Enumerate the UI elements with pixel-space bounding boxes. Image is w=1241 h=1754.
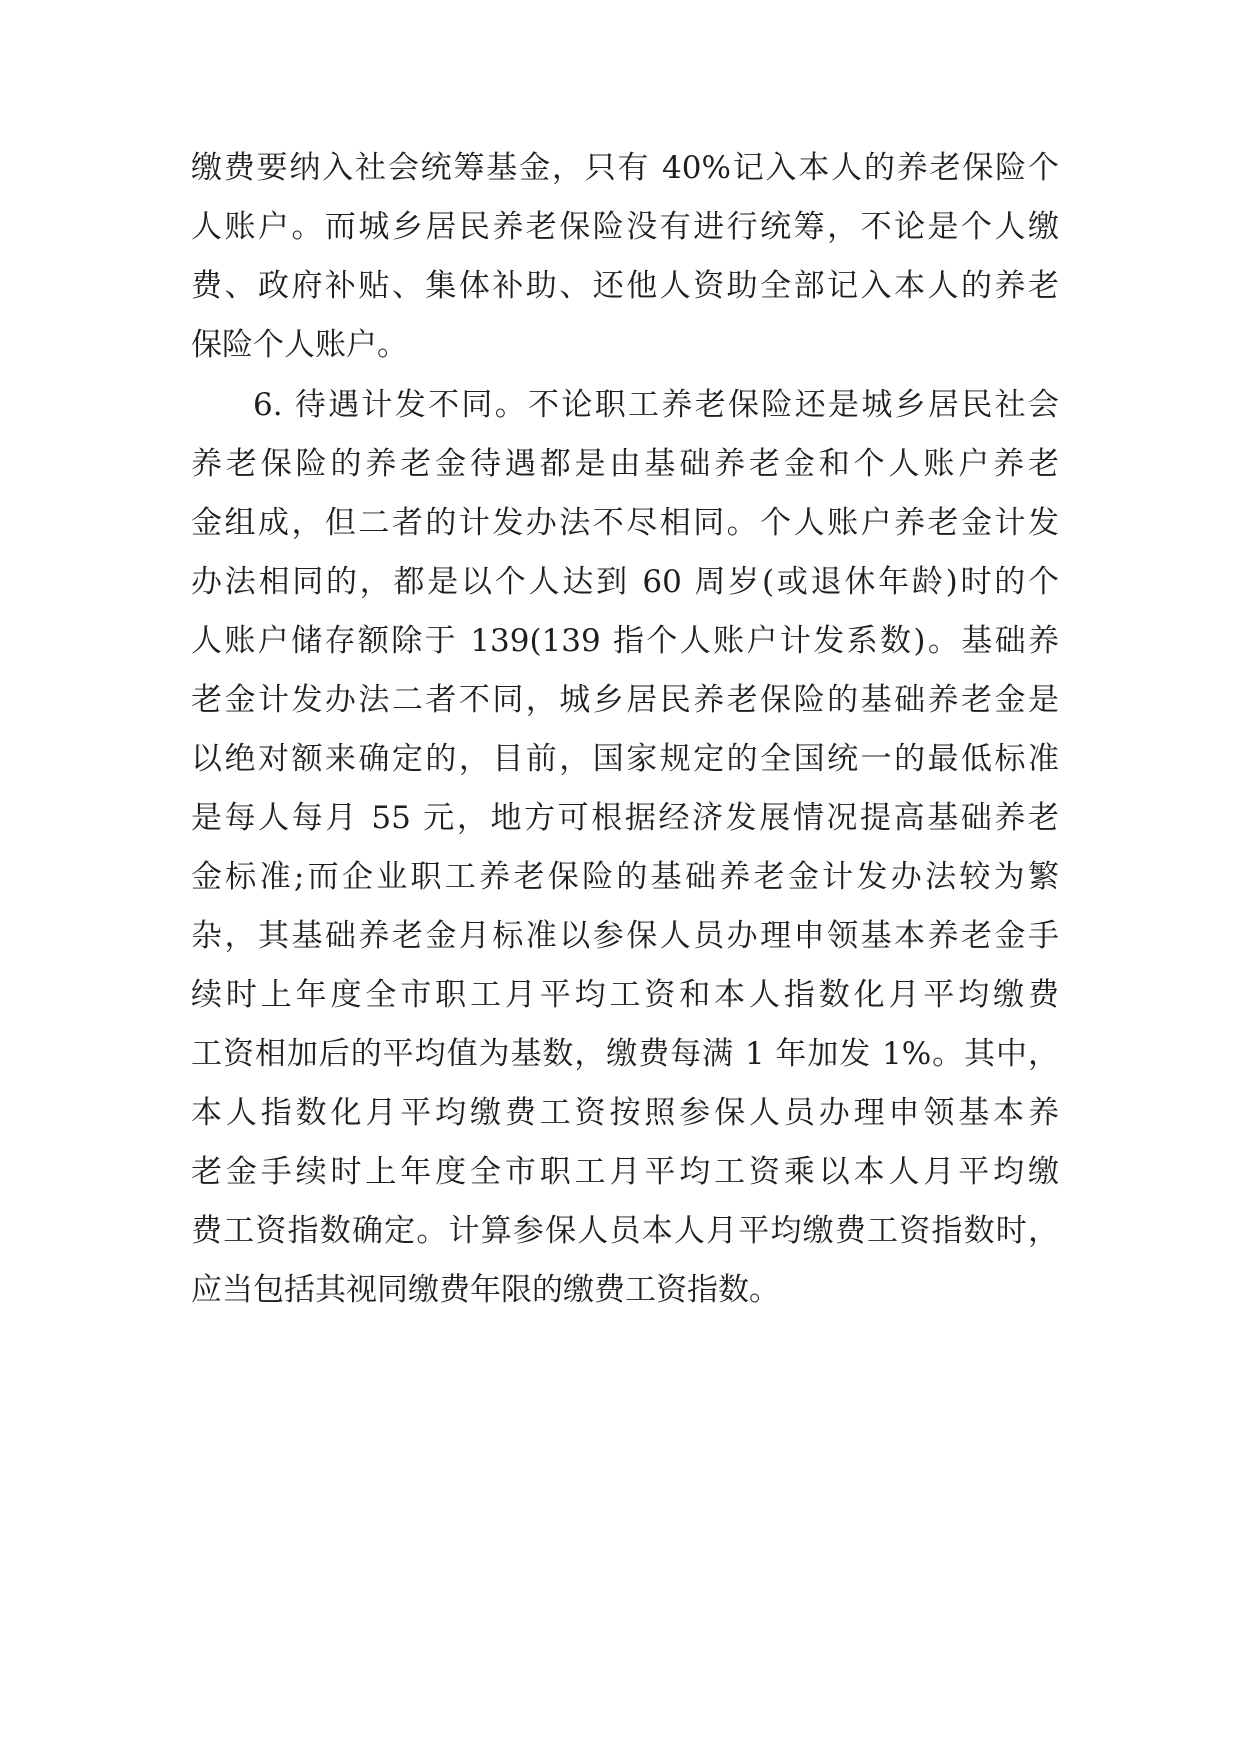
text-line: 金标准;而企业职工养老保险的基础养老金计发办法较为繁 <box>191 859 1059 895</box>
text-line: 费工资指数确定。计算参保人员本人月平均缴费工资指数时， <box>191 1213 1059 1249</box>
text-line: 老金计发办法二者不同，城乡居民养老保险的基础养老金是 <box>191 682 1059 718</box>
text-line: 养老保险的养老金待遇都是由基础养老金和个人账户养老 <box>191 446 1059 482</box>
text-line: 以绝对额来确定的，目前，国家规定的全国统一的最低标准 <box>191 741 1059 777</box>
text-line: 保险个人账户。 <box>191 327 408 363</box>
text-line: 续时上年度全市职工月平均工资和本人指数化月平均缴费 <box>191 977 1059 1013</box>
paragraph-continued <box>191 139 1059 375</box>
text-line: 费、政府补贴、集体补助、还他人资助全部记入本人的养老 <box>191 268 1059 304</box>
text-line: 人账户储存额除于 139(139 指个人账户计发系数)。基础养 <box>191 623 1059 659</box>
text-line: 应当包括其视同缴费年限的缴费工资指数。 <box>191 1272 780 1308</box>
text-line: 老金手续时上年度全市职工月平均工资乘以本人月平均缴 <box>191 1154 1059 1190</box>
text-line: 人账户。而城乡居民养老保险没有进行统筹，不论是个人缴 <box>191 209 1059 245</box>
text-line: 金组成，但二者的计发办法不尽相同。个人账户养老金计发 <box>191 505 1059 541</box>
text-line: 本人指数化月平均缴费工资按照参保人员办理申领基本养 <box>191 1095 1059 1131</box>
text-line: 6. 待遇计发不同。不论职工养老保险还是城乡居民社会 <box>253 387 1059 423</box>
text-line: 是每人每月 55 元，地方可根据经济发展情况提高基础养老 <box>191 800 1059 836</box>
text-line: 杂，其基础养老金月标准以参保人员办理申领基本养老金手 <box>191 918 1059 954</box>
text-line: 办法相同的，都是以个人达到 60 周岁(或退休年龄)时的个 <box>191 564 1059 600</box>
text-line: 工资相加后的平均值为基数，缴费每满 1 年加发 1%。其中， <box>191 1036 1059 1072</box>
paragraph-6 <box>191 376 1059 1320</box>
text-line: 缴费要纳入社会统筹基金，只有 40%记入本人的养老保险个 <box>191 150 1059 186</box>
